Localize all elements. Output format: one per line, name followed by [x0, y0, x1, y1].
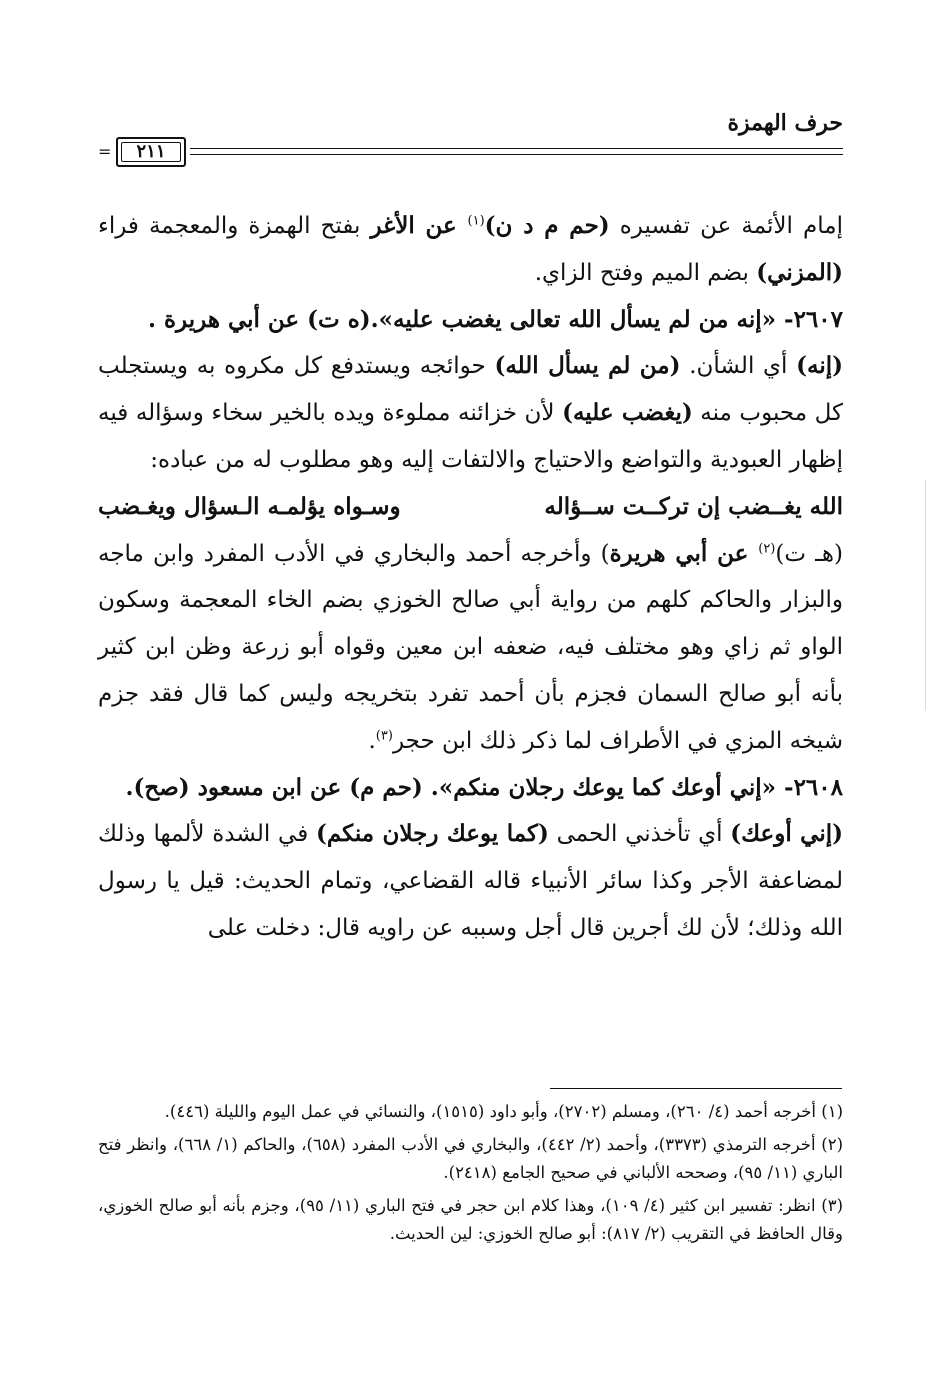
page-header	[98, 110, 843, 170]
footnote-3: (٣) انظر: تفسير ابن كثير (٤/ ١٠٩)، وهذا كلام ابن حجر في فتح الباري (١١/ ٩٥)، وجزم بأنه أبو صالح الخوزي، وقال الحافظ في التقريب (٢/ ٨١٧): أبو صالح الخوزي: لين الحديث.	[98, 1195, 843, 1243]
hadith-2608: ٢٦٠٨- «إني أوعك كما يوعك رجلان منكم». (حم م) عن ابن مسعود (صح).	[125, 773, 843, 801]
verse-hemistich-2: وسـواه يؤلمـه الـسؤال ويغـضب	[98, 492, 401, 520]
text-run: أي تأخذني الحمى	[548, 821, 731, 848]
text-run: بضم الميم وفتح الزاي.	[534, 259, 757, 286]
source-code: (هـ ت)	[775, 540, 843, 567]
footnote-2: (٢) أخرجه الترمذي (٣٣٧٣)، وأحمد (٢/ ٤٤٢)، والبخاري في الأدب المفرد (٦٥٨)، والحاكم (١/ ٦٦٨)، وانظر فتح الباري (١١/ ٩٥)، وصححه الألباني في صحيح الجامع (٢٤١٨).	[98, 1134, 844, 1182]
term: (من لم يسأل الله)	[494, 352, 681, 380]
narrator-name: عن الأغر	[370, 212, 468, 239]
commentary-2607	[98, 343, 843, 483]
term: (إني أوعك)	[730, 820, 844, 848]
footnotes	[98, 1098, 843, 1249]
footnote-1: (١) أخرجه أحمد (٤/ ٢٦٠)، ومسلم (٢٧٠٢)، وأبو داود (١٥١٥)، والنسائي في عمل اليوم والليلة (٤٤٦).	[164, 1102, 843, 1121]
text-run: حوائجه ويستدفع كل مكروه به ويستجلب كل محبوب منه	[98, 353, 843, 427]
running-title: حرف الهمزة	[727, 110, 843, 136]
term: (يغضب عليه)	[562, 399, 693, 427]
text-run: لأن خزائنه مملوءة ويده بالخير سخاء وسؤاله فيه إظهار العبودية والتواضع والاحتياج والالتفات إليه وهو مطلوب له من عباده:	[98, 400, 843, 473]
footnote-separator	[550, 1088, 842, 1089]
header-rule-end-mark: =	[98, 142, 112, 161]
poetry-verse	[98, 484, 843, 531]
footnote-ref-1: (١)	[467, 213, 485, 229]
scan-edge-line	[925, 480, 926, 710]
takhrij-2607	[98, 531, 843, 765]
text-run: ) وأخرجه أحمد والبخاري في الأدب المفرد وابن ماجه والبزار والحاكم كلهم من رواية أبي صالح الخوزي بضم الخاء المعجمة وسكون الواو ثم زاي وهو مختلف فيه، ضعفه ابن معين وقواه أبو زرعة وظن ابن كثير بأنه أبو صالح السمان فجزم بأن أحمد تفرد بتخريجه وليس كما قال فقد جزم شيخه المزي في الأطراف لما ذكر ذلك ابن حجر	[98, 540, 843, 754]
narrator-name: عن أبي هريرة	[609, 539, 759, 567]
footnote-ref-3: (٣)	[375, 728, 393, 744]
verse-hemistich-1: الله يغــضب إن تركــت ســؤاله	[544, 492, 843, 520]
term: (إنه)	[796, 352, 843, 380]
main-text	[98, 203, 843, 952]
hadith-2607: ٢٦٠٧- «إنه من لم يسأل الله تعالى يغضب عليه».(ه ت) عن أبي هريرة .	[147, 305, 843, 333]
header-double-rule	[190, 148, 843, 155]
text-run: .	[368, 727, 376, 754]
text-run: أي الشأن.	[680, 353, 797, 380]
text-run: إمام الأئمة عن تفسيره	[609, 213, 843, 239]
commentary-2608	[98, 811, 843, 951]
term: (المزني)	[756, 258, 843, 286]
paragraph-intro	[98, 203, 843, 297]
term: (كما يوعك رجلان منكم)	[315, 820, 549, 848]
footnote-ref-2: (٢)	[758, 540, 776, 556]
page-number: ٢١١	[116, 137, 186, 167]
source-code: (حم م د ن)	[484, 212, 610, 239]
text-run: في الشدة لألمها وذلك لمضاعفة الأجر وكذا سائر الأنبياء قاله القضاعي، وتمام الحديث: قيل يا رسول الله وذلك؛ لأن لك أجرين قال أجل وسببه عن راويه قال: دخلت على	[98, 821, 843, 941]
text-run: بفتح الهمزة والمعجمة فراء	[98, 213, 371, 239]
